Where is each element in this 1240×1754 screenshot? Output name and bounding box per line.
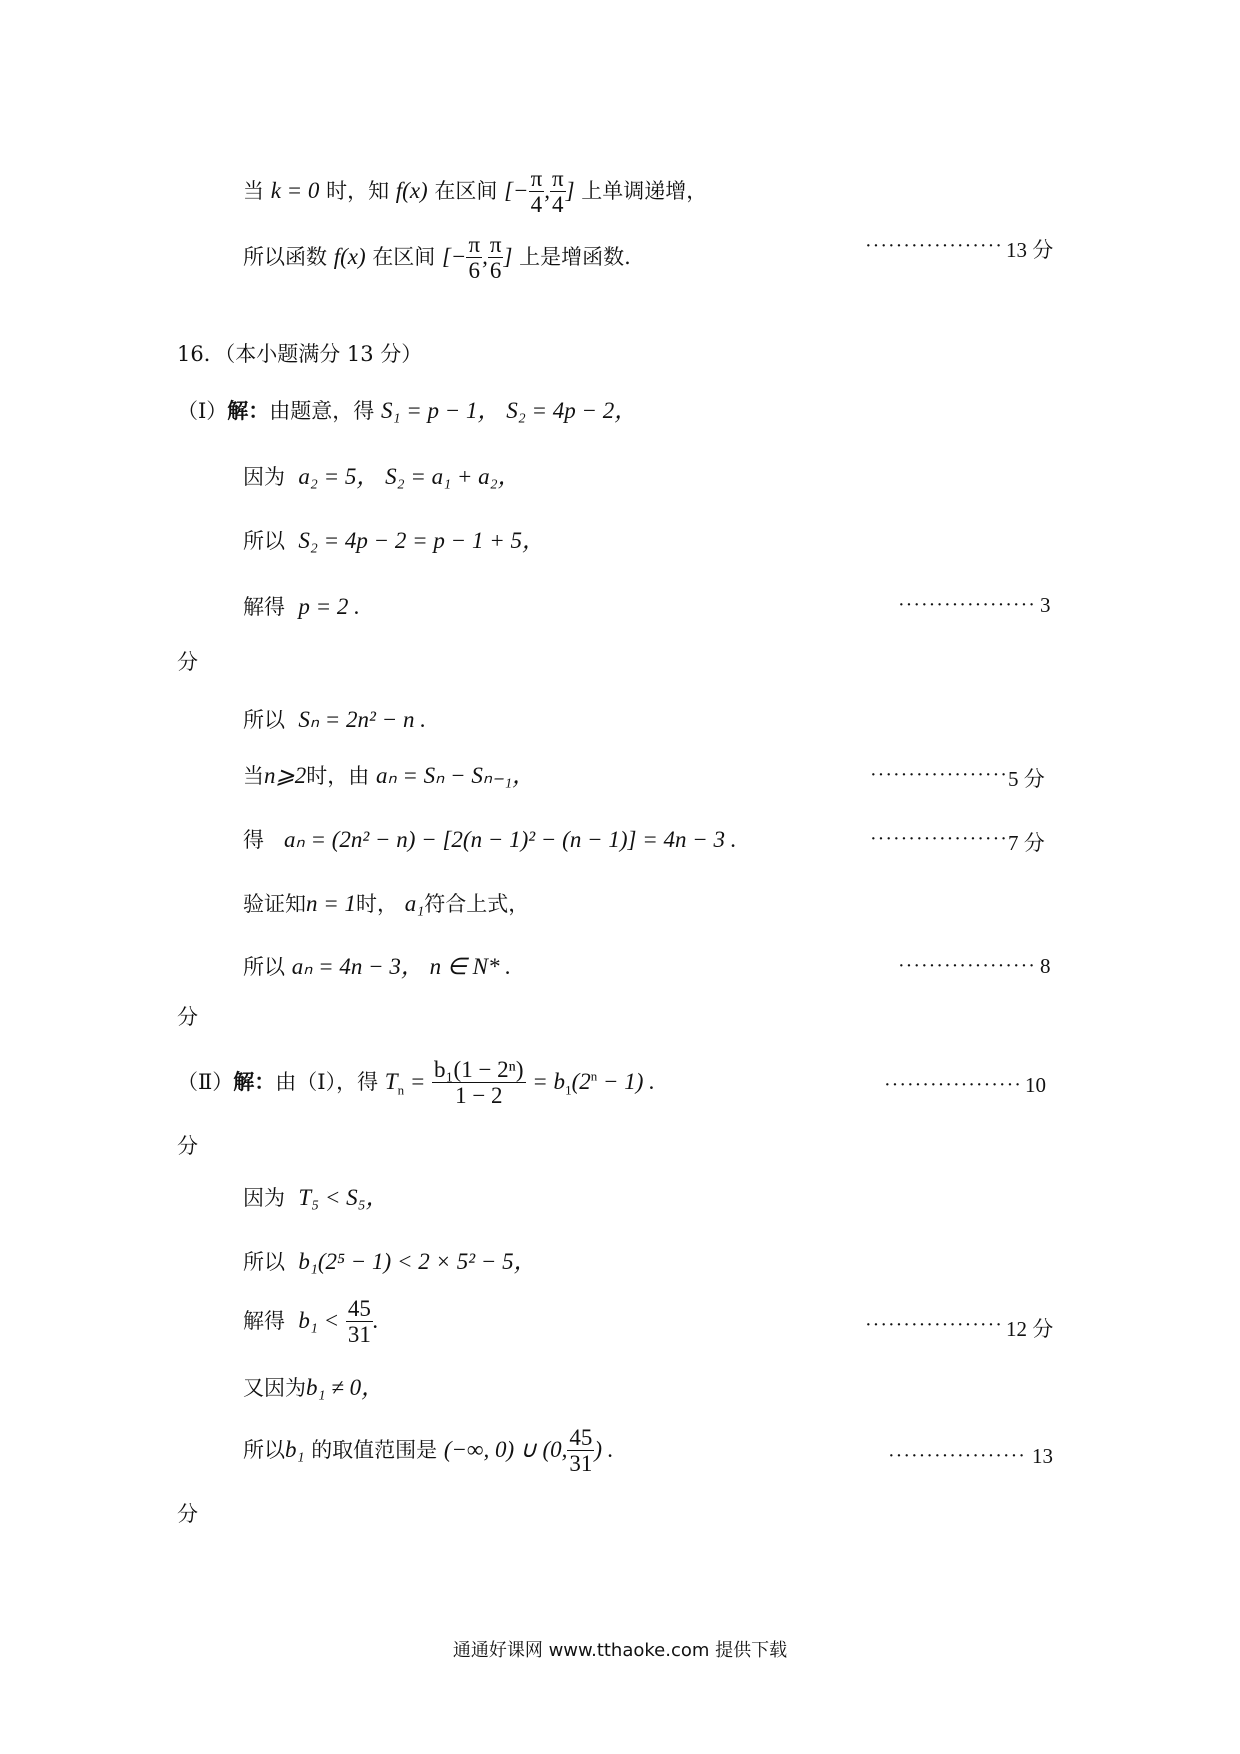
text: 所以函数 (243, 245, 327, 269)
math: f(x) (395, 178, 428, 203)
math: k = 0 (270, 178, 320, 203)
part-label: （Ⅱ） (177, 1070, 234, 1094)
score-dots: ·················· (898, 594, 1036, 616)
score-dots: ·················· (865, 1314, 1003, 1336)
math: f(x) (333, 244, 366, 269)
line-solve-b1: 解得 b₁ < $\frac{45}{31}$ . (243, 1296, 379, 1347)
math: p = 2 . (298, 594, 360, 619)
score-mark: 3 (1040, 593, 1051, 617)
text: 当 (243, 179, 264, 203)
line-solve-p (243, 593, 360, 621)
score-mark: 13 分 (1006, 238, 1054, 262)
fraction-pi-4b: $\frac{\pi}{4}$ (551, 166, 564, 217)
text: 因为 (243, 465, 285, 489)
text: 在区间 (372, 245, 436, 269)
fraction-tn: $\frac{\text{b₁(1 − 2ⁿ)}}{1 - 2}$ (434, 1057, 524, 1108)
math: ) . (594, 1437, 614, 1462)
score-mark: 7 分 (1008, 831, 1045, 855)
line-t5-s5 (243, 1184, 389, 1212)
fraction-pi-6: $\frac{\pi}{6}$ (468, 232, 481, 283)
text: 所以 (243, 529, 285, 553)
score-dots: ·················· (888, 1445, 1026, 1467)
text: 所以 (243, 1250, 285, 1274)
math: n = 1 (306, 891, 357, 916)
text: 的取值范围是 (311, 1438, 438, 1462)
math: b₁ (285, 1437, 305, 1462)
text: 符合上式， (424, 892, 530, 916)
math: aₙ = (2n² − n) − [2(n − 1)² − (n − 1)] = 4n − 3 . (284, 827, 737, 852)
math: Sₙ = 2n² − n . (298, 707, 426, 732)
score-mark: 12 分 (1006, 1317, 1054, 1341)
fraction-pi-6b: $\frac{\pi}{6}$ (489, 232, 502, 283)
score-mark: 10 (1025, 1073, 1046, 1097)
line-an-derivation (243, 826, 737, 854)
line-b1-nonzero (243, 1374, 384, 1402)
text: 上单调递增， (581, 179, 708, 203)
score-mark: 13 (1032, 1444, 1053, 1468)
text: 时， (356, 892, 399, 916)
text: 时，知 (326, 179, 390, 203)
math: S₁ = p − 1， S₂ = 4p − 2， (380, 398, 638, 423)
score-unit: 分 (177, 1134, 198, 1158)
line-so-s2 (243, 527, 545, 555)
score-unit: 分 (177, 1005, 198, 1029)
score-unit: 分 (177, 650, 198, 674)
text: 验证知 (243, 892, 306, 916)
line-n-ge-2 (243, 762, 535, 790)
line-because-a2 (243, 463, 521, 491)
question-16-heading: 16．（本小题满分 13 分） (177, 342, 423, 366)
part-label: （Ⅰ） (177, 399, 228, 423)
line-increasing: 所以函数 f(x) 在区间 [− $\frac{\pi}{6}$ , $\frac{\pi}{6}$ ] 上是增函数. (243, 232, 631, 283)
text: 所以 (243, 708, 285, 732)
line-inequality (243, 1248, 537, 1276)
text: 由题意，得 (269, 399, 375, 423)
fraction-45-31: $\frac{45}{31}$ (347, 1296, 371, 1347)
solution-label: 解： (227, 398, 270, 423)
score-dots: ·················· (870, 828, 1008, 850)
score-dots: ·················· (884, 1074, 1022, 1096)
math: (−∞, 0) ∪ (0, (443, 1437, 568, 1462)
line-verify-n1 (243, 890, 529, 918)
text: 解得 (243, 1309, 285, 1333)
fraction-45-31-range: $\frac{45}{31}$ (569, 1425, 593, 1476)
score-dots: ·················· (865, 235, 1003, 257)
text: 上是增函数. (519, 245, 631, 269)
score-dots: ·················· (898, 955, 1036, 977)
line-b1-range (243, 1426, 614, 1477)
text: 解得 (243, 595, 285, 619)
math: aₙ = 4n − 3， n ∈ N* . (291, 954, 512, 979)
math: a₂ = 5， S₂ = a₁ + a₂， (298, 464, 521, 489)
math: b₁(2⁵ − 1) < 2 × 5² − 5， (298, 1249, 537, 1274)
text: 得 (243, 828, 264, 852)
math: a₁ (404, 891, 425, 916)
text: 时，由 (306, 764, 370, 788)
line-sn (243, 706, 426, 734)
score-mark: 8 (1040, 954, 1051, 978)
math: aₙ = Sₙ − Sₙ₋₁， (375, 763, 536, 788)
math: T₅ < S₅， (298, 1185, 389, 1210)
math: b₁ ≠ 0， (306, 1375, 385, 1400)
math: S₂ = 4p − 2 = p − 1 + 5， (298, 528, 545, 553)
text: 所以 (243, 1438, 285, 1462)
text: 所以 (243, 955, 285, 979)
math: n⩾2 (264, 763, 307, 788)
text: 在区间 (434, 179, 498, 203)
text: 又因为 (243, 1376, 306, 1400)
text: 因为 (243, 1186, 285, 1210)
score-dots: ·················· (870, 764, 1008, 786)
line-an-formula (243, 953, 511, 981)
line-k-zero: 当 k = 0 时，知 f(x) 在区间 [− $\frac{\pi}{4}$ , $\frac{\pi}{4}$ ] 上单调递增， (243, 166, 708, 217)
score-mark: 5 分 (1008, 767, 1045, 791)
part-2-line: （Ⅱ）解：由（Ⅰ），得 $T_n$ = $\frac{\text{b₁(1 − 2ⁿ)}}{1 - 2}$ = $b_1(2^n - 1)$ . (177, 1057, 655, 1108)
fraction-pi-4: $\frac{\pi}{4}$ (530, 166, 543, 217)
text: 由（Ⅰ），得 (275, 1070, 379, 1094)
math: b₁ < (298, 1308, 340, 1333)
text: 当 (243, 764, 264, 788)
solution-label: 解： (233, 1069, 276, 1094)
score-unit: 分 (177, 1502, 198, 1526)
page-footer: 通通好课网 www.tthaoke.com 提供下载 (452, 1640, 788, 1661)
part-1-line (177, 397, 637, 425)
